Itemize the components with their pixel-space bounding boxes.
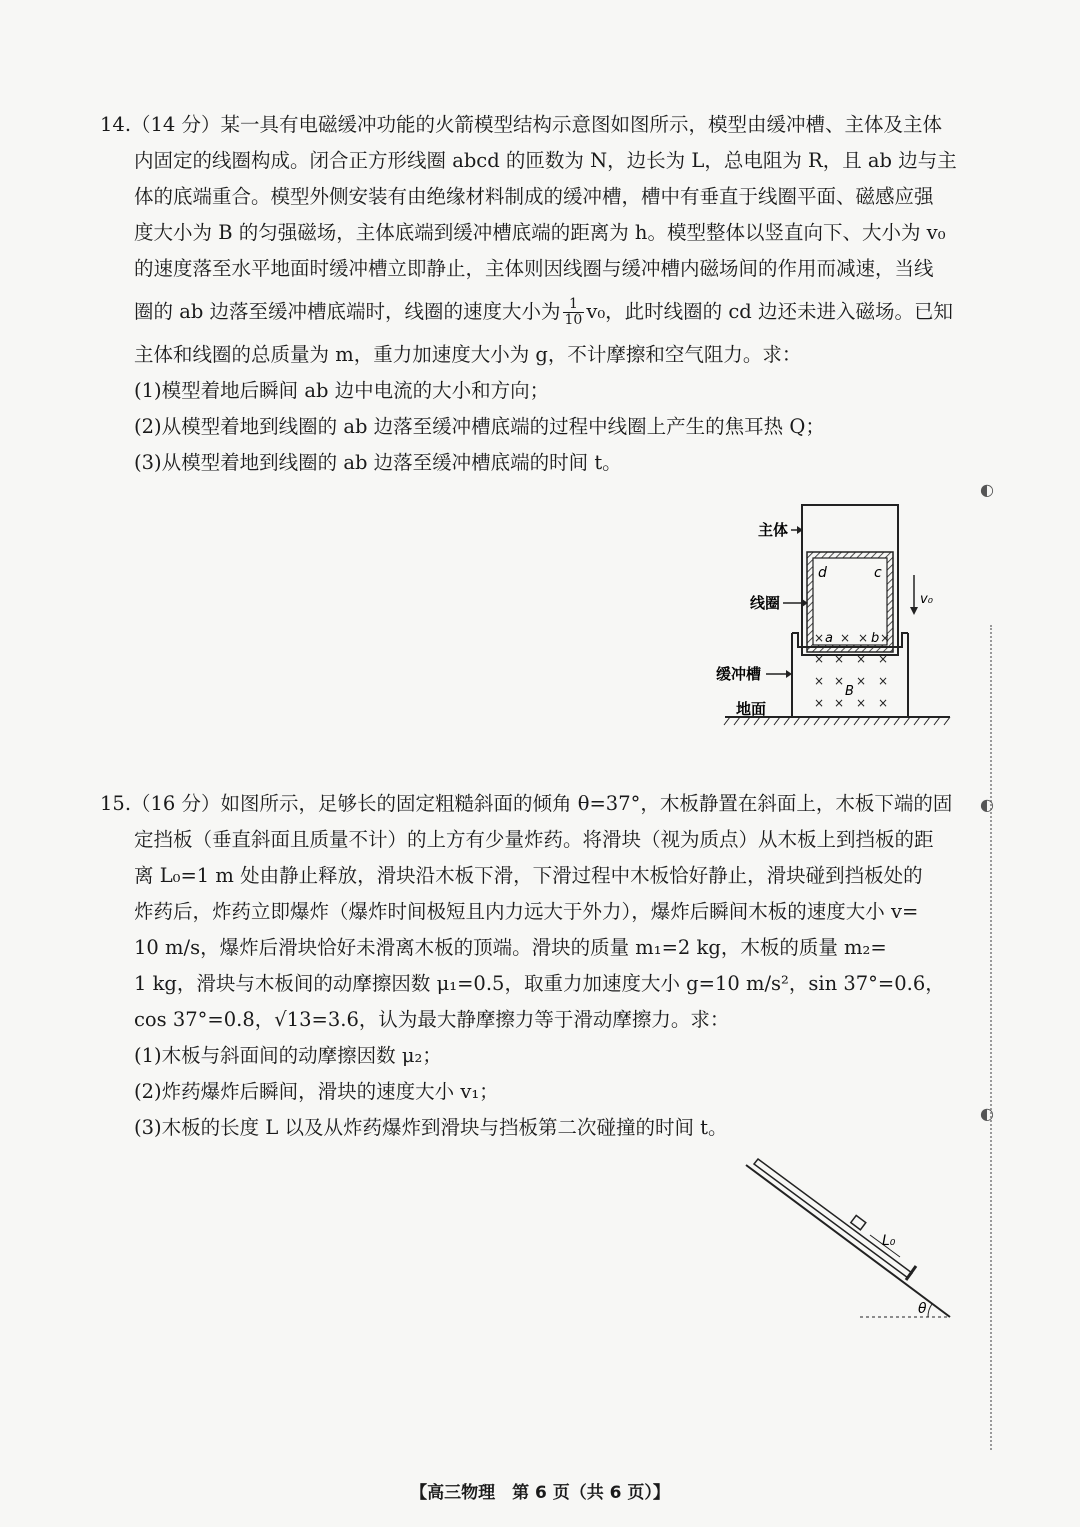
incline-surface xyxy=(746,1165,950,1317)
label-ground: 地面 xyxy=(736,700,767,718)
q14-line-6-post: v₀，此时线圈的 cd 边还未进入磁场。已知 xyxy=(586,300,953,323)
q14-fraction xyxy=(563,297,585,328)
question-14 xyxy=(100,107,960,481)
q15-line-5: 10 m/s，爆炸后滑块恰好未滑离木板的顶端。滑块的质量 m₁=2 kg，木板的质量 m₂= xyxy=(134,936,887,959)
q15-line-1: 15.（16 分）如图所示，足够长的固定粗糙斜面的倾角 θ=37°，木板静置在斜面上，木板下端的固 xyxy=(100,792,953,815)
fraction-numerator: 1 xyxy=(563,297,585,313)
svg-text:×: × xyxy=(814,631,825,645)
svg-text:×: × xyxy=(840,631,851,645)
slider-block xyxy=(851,1215,866,1229)
label-main-body: 主体 xyxy=(758,521,789,539)
velocity-label: v₀ xyxy=(920,592,933,607)
q14-line-7: 主体和线圈的总质量为 m，重力加速度大小为 g，不计摩擦和空气阻力。求： xyxy=(134,343,802,366)
label-theta: θ xyxy=(918,1301,927,1317)
svg-text:×: × xyxy=(878,696,889,710)
q15-line-3: 离 L₀=1 m 处由静止释放，滑块沿木板下滑，下滑过程中木板恰好静止，滑块碰到挡板处的 xyxy=(134,864,923,887)
svg-text:×: × xyxy=(834,674,845,688)
svg-text:×: × xyxy=(880,631,891,645)
q14-line-1: 14.（14 分）某一具有电磁缓冲功能的火箭模型结构示意图如图所示，模型由缓冲槽、主体及主体 xyxy=(100,113,943,136)
binding-mark-3: ◐ xyxy=(980,1104,994,1123)
q15-line-6: 1 kg，滑块与木板间的动摩擦因数 μ₁=0.5，取重力加速度大小 g=10 m/s²，sin 37°=0.6， xyxy=(134,972,945,995)
corner-b-label: b xyxy=(871,631,880,646)
field-label: B xyxy=(845,684,854,699)
angle-arc xyxy=(928,1304,932,1317)
corner-c-label: c xyxy=(874,565,882,581)
label-buffer-tank: 缓冲槽 xyxy=(716,665,762,683)
q14-line-3: 体的底端重合。模型外侧安装有由绝缘材料制成的缓冲槽，槽中有垂直于线圈平面、磁感应强 xyxy=(134,185,934,208)
q14-figure xyxy=(700,495,960,735)
q14-part-1: (1)模型着地后瞬间 ab 边中电流的大小和方向； xyxy=(134,379,550,402)
q15-part-1: (1)木板与斜面间的动摩擦因数 μ₂； xyxy=(134,1044,442,1067)
corner-d-label: d xyxy=(818,565,827,581)
svg-text:×: × xyxy=(814,674,825,688)
q14-part-3: (3)从模型着地到线圈的 ab 边落至缓冲槽底端的时间 t。 xyxy=(134,451,622,474)
q14-part-2: (2)从模型着地到线圈的 ab 边落至缓冲槽底端的过程中线圈上产生的焦耳热 Q； xyxy=(134,415,825,438)
svg-text:×: × xyxy=(814,696,825,710)
wooden-board xyxy=(754,1159,912,1278)
q15-part-3: (3)木板的长度 L 以及从炸药爆炸到滑块与挡板第二次碰撞的时间 t。 xyxy=(134,1116,728,1139)
q14-line-4: 度大小为 B 的匀强磁场，主体底端到缓冲槽底端的距离为 h。模型整体以竖直向下、大小为 v₀ xyxy=(134,221,946,244)
svg-text:×: × xyxy=(858,631,869,645)
q15-figure xyxy=(740,1155,960,1325)
binding-mark-2: ◐ xyxy=(980,795,994,814)
label-L0: L₀ xyxy=(882,1233,896,1249)
svg-text:×: × xyxy=(814,652,825,666)
q15-line-7: cos 37°=0.8，√13=3.6，认为最大静摩擦力等于滑动摩擦力。求： xyxy=(134,1008,730,1031)
q15-line-4: 炸药后，炸药立即爆炸（爆炸时间极短且内力远大于外力），爆炸后瞬间木板的速度大小 v= xyxy=(134,900,919,923)
svg-text:×: × xyxy=(878,652,889,666)
svg-text:×: × xyxy=(856,674,867,688)
question-15 xyxy=(100,786,960,1146)
svg-text:×: × xyxy=(856,696,867,710)
fraction-denominator: 10 xyxy=(564,312,583,328)
svg-text:×: × xyxy=(834,652,845,666)
label-coil: 线圈 xyxy=(750,594,781,612)
stopper-plate xyxy=(906,1266,916,1280)
q14-line-6 xyxy=(100,287,960,337)
binding-edge-dotted xyxy=(990,625,992,1450)
q14-line-6-pre: 圈的 ab 边落至缓冲槽底端时，线圈的速度大小为 xyxy=(134,300,561,323)
q15-part-2: (2)炸药爆炸后瞬间，滑块的速度大小 v₁； xyxy=(134,1080,499,1103)
q14-line-5: 的速度落至水平地面时缓冲槽立即静止，主体则因线圈与缓冲槽内磁场间的作用而减速，当线 xyxy=(134,257,934,280)
binding-mark-1: ◐ xyxy=(980,480,994,499)
svg-text:×: × xyxy=(856,652,867,666)
svg-text:×: × xyxy=(834,696,845,710)
page-footer: 【高三物理 第 6 页（共 6 页）】 xyxy=(410,1483,670,1503)
q14-line-2: 内固定的线圈构成。闭合正方形线圈 abcd 的匝数为 N，边长为 L，总电阻为 R，且 ab 边与主 xyxy=(134,149,957,172)
q15-line-2: 定挡板（垂直斜面且质量不计）的上方有少量炸药。将滑块（视为质点）从木板上到挡板的距 xyxy=(134,828,934,851)
corner-a-label: a xyxy=(825,631,833,646)
svg-text:×: × xyxy=(878,674,889,688)
